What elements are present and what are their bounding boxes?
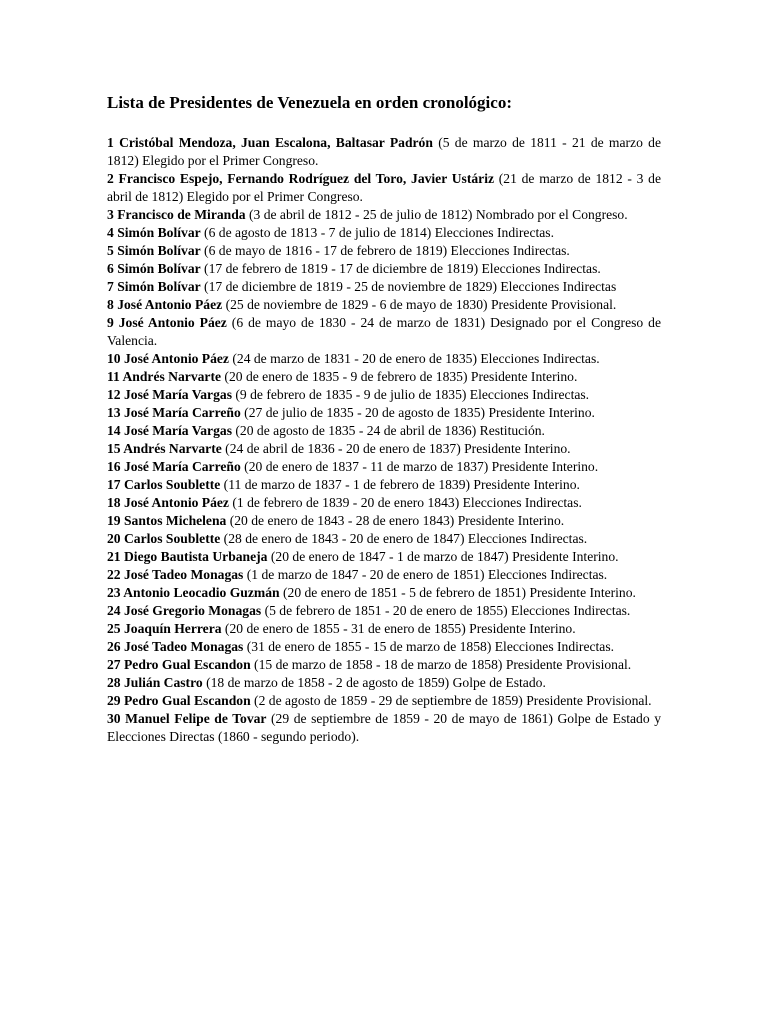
president-name: 3 Francisco de Miranda [107, 207, 246, 222]
president-list [107, 134, 661, 746]
president-name: 17 Carlos Soublette [107, 477, 221, 492]
president-name: 26 José Tadeo Monagas [107, 639, 244, 654]
term-detail: (5 de marzo de 1811 - 21 de marzo de 1812) Elegido por el Primer Congreso. [107, 135, 661, 168]
term-detail: (24 de abril de 1836 - 20 de enero de 1837) Presidente Interino. [221, 441, 571, 456]
president-name: 28 Julián Castro [107, 675, 203, 690]
document-title: Lista de Presidentes de Venezuela en orden cronológico: [107, 93, 512, 112]
president-name: 4 Simón Bolívar [107, 225, 201, 240]
term-detail: (6 de agosto de 1813 - 7 de julio de 1814) Elecciones Indirectas. [200, 225, 554, 240]
president-name: 10 José Antonio Páez [107, 351, 229, 366]
president-name: 8 José Antonio Páez [107, 297, 223, 312]
term-detail: (17 de febrero de 1819 - 17 de diciembre de 1819) Elecciones Indirectas. [200, 261, 601, 276]
list-item [107, 440, 661, 458]
president-name: 15 Andrés Narvarte [107, 441, 222, 456]
list-item [107, 260, 661, 278]
list-item [107, 386, 661, 404]
term-detail: (25 de noviembre de 1829 - 6 de mayo de 1830) Presidente Provisional. [222, 297, 617, 312]
term-detail: (20 de agosto de 1835 - 24 de abril de 1836) Restitución. [231, 423, 545, 438]
term-detail: (20 de enero de 1847 - 1 de marzo de 1847) Presidente Interino. [267, 549, 619, 564]
president-name: 27 Pedro Gual Escandon [107, 657, 251, 672]
term-detail: (3 de abril de 1812 - 25 de julio de 1812) Nombrado por el Congreso. [245, 207, 628, 222]
term-detail: (1 de marzo de 1847 - 20 de enero de 1851) Elecciones Indirectas. [243, 567, 608, 582]
term-detail: (20 de enero de 1843 - 28 de enero 1843) Presidente Interino. [226, 513, 565, 528]
list-item [107, 674, 661, 692]
term-detail: (6 de mayo de 1816 - 17 de febrero de 1819) Elecciones Indirectas. [200, 243, 570, 258]
president-name: 22 José Tadeo Monagas [107, 567, 244, 582]
list-item [107, 422, 661, 440]
president-name: 2 Francisco Espejo, Fernando Rodríguez del Toro, Javier Ustáriz [107, 171, 495, 186]
president-name: 1 Cristóbal Mendoza, Juan Escalona, Baltasar Padrón [107, 135, 433, 150]
list-item [107, 404, 661, 422]
term-detail: (28 de enero de 1843 - 20 de enero de 1847) Elecciones Indirectas. [220, 531, 588, 546]
list-item [107, 548, 661, 566]
term-detail: (11 de marzo de 1837 - 1 de febrero de 1839) Presidente Interino. [220, 477, 580, 492]
term-detail: (15 de marzo de 1858 - 18 de marzo de 1858) Presidente Provisional. [250, 657, 632, 672]
president-name: 25 Joaquín Herrera [107, 621, 222, 636]
list-item [107, 314, 661, 350]
term-detail: (2 de agosto de 1859 - 29 de septiembre de 1859) Presidente Provisional. [250, 693, 652, 708]
list-item [107, 350, 661, 368]
term-detail: (20 de enero de 1835 - 9 de febrero de 1835) Presidente Interino. [221, 369, 578, 384]
list-item [107, 494, 661, 512]
term-detail: (20 de enero de 1851 - 5 de febrero de 1851) Presidente Interino. [279, 585, 636, 600]
term-detail: (24 de marzo de 1831 - 20 de enero de 1835) Elecciones Indirectas. [228, 351, 600, 366]
term-detail: (20 de enero de 1855 - 31 de enero de 1855) Presidente Interino. [221, 621, 576, 636]
president-name: 29 Pedro Gual Escandon [107, 693, 251, 708]
list-item [107, 710, 661, 746]
list-item [107, 224, 661, 242]
list-item [107, 278, 661, 296]
list-item [107, 296, 661, 314]
term-detail: (18 de marzo de 1858 - 2 de agosto de 1859) Golpe de Estado. [202, 675, 546, 690]
term-detail: (5 de febrero de 1851 - 20 de enero de 1855) Elecciones Indirectas. [261, 603, 631, 618]
list-item [107, 458, 661, 476]
term-detail: (21 de marzo de 1812 - 3 de abril de 1812) Elegido por el Primer Congreso. [107, 171, 662, 204]
president-name: 6 Simón Bolívar [107, 261, 201, 276]
term-detail: (6 de mayo de 1830 - 24 de marzo de 1831) Designado por el Congreso de Valencia. [107, 315, 661, 348]
list-item [107, 134, 661, 170]
president-name: 13 José María Carreño [107, 405, 241, 420]
list-item [107, 368, 661, 386]
president-name: 7 Simón Bolívar [107, 279, 201, 294]
term-detail: (31 de enero de 1855 - 15 de marzo de 1858) Elecciones Indirectas. [243, 639, 615, 654]
term-detail: (17 de diciembre de 1819 - 25 de noviembre de 1829) Elecciones Indirectas [200, 279, 617, 294]
list-item [107, 170, 661, 206]
list-item [107, 638, 661, 656]
term-detail: (20 de enero de 1837 - 11 de marzo de 1837) Presidente Interino. [240, 459, 599, 474]
president-name: 21 Diego Bautista Urbaneja [107, 549, 268, 564]
list-item [107, 692, 661, 710]
president-name: 19 Santos Michelena [107, 513, 227, 528]
list-item [107, 584, 661, 602]
list-item [107, 242, 661, 260]
president-name: 20 Carlos Soublette [107, 531, 221, 546]
list-item [107, 476, 661, 494]
president-name: 18 José Antonio Páez [107, 495, 229, 510]
list-item [107, 512, 661, 530]
president-name: 5 Simón Bolívar [107, 243, 201, 258]
term-detail: (1 de febrero de 1839 - 20 de enero 1843) Elecciones Indirectas. [228, 495, 582, 510]
president-name: 24 José Gregorio Monagas [107, 603, 262, 618]
president-name: 14 José María Vargas [107, 423, 232, 438]
term-detail: (29 de septiembre de 1859 - 20 de mayo de 1861) Golpe de Estado y Elecciones Directas (1860 - segundo periodo). [107, 711, 661, 744]
list-item [107, 620, 661, 638]
term-detail: (27 de julio de 1835 - 20 de agosto de 1835) Presidente Interino. [240, 405, 595, 420]
list-item [107, 530, 661, 548]
president-name: 9 José Antonio Páez [107, 315, 227, 330]
list-item [107, 602, 661, 620]
list-item [107, 566, 661, 584]
president-name: 16 José María Carreño [107, 459, 241, 474]
list-item [107, 206, 661, 224]
president-name: 23 Antonio Leocadio Guzmán [107, 585, 280, 600]
term-detail: (9 de febrero de 1835 - 9 de julio de 1835) Elecciones Indirectas. [231, 387, 590, 402]
list-item [107, 656, 661, 674]
president-name: 30 Manuel Felipe de Tovar [107, 711, 267, 726]
president-name: 11 Andrés Narvarte [107, 369, 222, 384]
president-name: 12 José María Vargas [107, 387, 232, 402]
